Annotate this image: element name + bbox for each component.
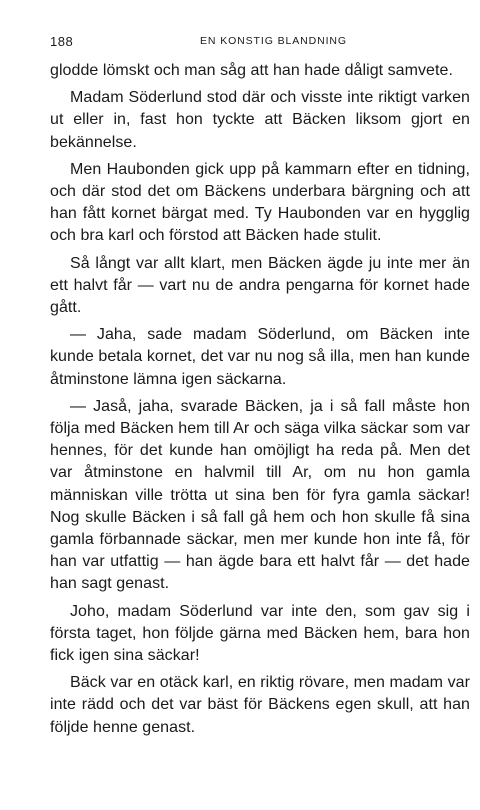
- body-text: [50, 60, 470, 744]
- paragraph: Madam Söderlund stod där och visste inte riktigt varken ut eller in, fast hon tyckte att Bäcken liksom gjort en bekännelse.: [50, 89, 470, 151]
- paragraph: Men Haubonden gick upp på kammarn efter en tidning, och där stod det om Bäckens underbara bärgning och att han fått kornet bärgat med. Ty Haubonden var en hygglig och bra karl och förstod att Bäcken hade stulit.: [50, 160, 470, 245]
- paragraph: Bäck var en otäck karl, en riktig rövare, men madam var inte rädd och det var bäst för Bäckens egen skull, att han följde henne genast.: [50, 674, 470, 736]
- running-head: [50, 34, 470, 52]
- paragraph: Joho, madam Söderlund var inte den, som gav sig i första taget, hon följde gärna med Bäcken hem, bara hon fick igen sina säckar!: [50, 602, 470, 665]
- page-number: 188: [50, 34, 74, 49]
- paragraph: — Jaha, sade madam Söderlund, om Bäcken inte kunde betala kornet, det var nu nog så illa, men han kunde åtminstone lämna igen säckarna.: [50, 326, 470, 388]
- running-title: EN KONSTIG BLANDNING: [200, 35, 347, 47]
- paragraph: glodde lömskt och man såg att han hade dåligt samvete.: [50, 62, 453, 79]
- paragraph: — Jaså, jaha, svarade Bäcken, ja i så fall måste hon följa med Bäcken hem till Ar och säga vilka säckar som var hennes, för det kunde han omöjligt ha reda på. Men det var åtminstone en halvmil till Ar, om nu hon gamla människan ville trötta ut sina ben för fyra gamla säckar! Nog skulle Bäcken i så fall gå hem och hon skulle få sina gamla förbannade säckar, men mer kunde hon inte få, för han var utfattig — han ägde bara ett halvt får — det hade han sagt genast.: [50, 397, 470, 593]
- paragraph: Så långt var allt klart, men Bäcken ägde ju inte mer än ett halvt får — vart nu de andra pengarna för kornet hade gått.: [50, 254, 470, 317]
